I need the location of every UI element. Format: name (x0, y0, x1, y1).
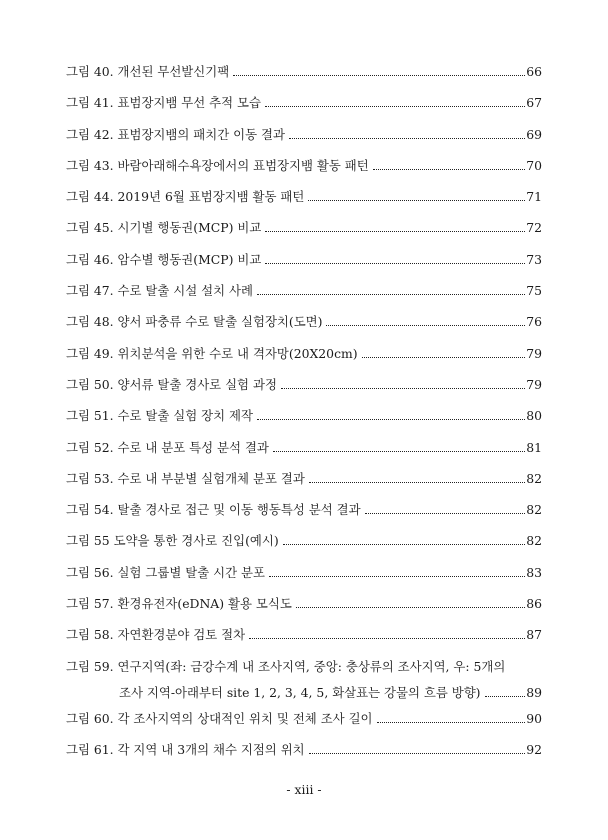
dot-leader (326, 325, 525, 326)
page-number: 86 (526, 596, 542, 612)
toc-entry[interactable] (66, 561, 542, 592)
dot-leader (362, 357, 526, 358)
entry-title: 그림 50. 양서류 탈출 경사로 실험 과정 (66, 376, 277, 392)
entry-title: 그림 56. 실험 그룹별 탈출 시간 분포 (66, 564, 265, 580)
dot-leader (257, 294, 525, 295)
entry-title: 그림 58. 자연환경분야 검토 절차 (66, 627, 246, 643)
entry-title: 그림 46. 암수별 행동권(MCP) 비교 (66, 251, 262, 267)
toc-entry[interactable] (66, 498, 542, 529)
page-number: 80 (526, 408, 542, 424)
toc-entry[interactable] (66, 310, 542, 341)
toc-entry[interactable] (66, 60, 542, 91)
dot-leader (308, 200, 525, 201)
page-number: 90 (526, 710, 542, 726)
page-number: 81 (526, 439, 542, 455)
toc-entry[interactable] (66, 436, 542, 467)
entry-title: 그림 54. 탈출 경사로 접근 및 이동 행동특성 분석 결과 (66, 502, 361, 518)
dot-leader (485, 696, 526, 697)
page-number: 66 (526, 64, 542, 79)
entry-title: 그림 48. 양서 파충류 수로 탈출 실험장치(도면) (66, 314, 323, 330)
page-number: 89 (526, 684, 542, 700)
page-number: 82 (526, 533, 542, 549)
entry-title: 그림 40. 개선된 무선발신기팩 (66, 64, 230, 79)
entry-title-line1: 그림 59. 연구지역(좌: 금강수계 내 조사지역, 중앙: 충상류의 조사지역, 우: 5개의 (66, 658, 506, 674)
page-number: 82 (526, 502, 542, 518)
toc-entry[interactable] (66, 373, 542, 404)
page-number: 67 (526, 95, 542, 111)
multiline-entry-body (66, 658, 542, 702)
dot-leader (377, 722, 526, 723)
page-number: 82 (526, 470, 542, 486)
entry-title-line2: 조사 지역-아래부터 site 1, 2, 3, 4, 5, 화살표는 강물의 흐름 방향) (119, 684, 481, 700)
toc-entry[interactable] (66, 185, 542, 216)
page-number: 76 (526, 314, 542, 330)
dot-leader (289, 138, 525, 139)
dot-leader (365, 513, 526, 514)
toc-entry[interactable] (66, 123, 542, 154)
toc-entry[interactable] (66, 248, 542, 279)
dot-leader (273, 451, 525, 452)
entry-title: 그림 55 도약을 통한 경사로 진입(예시) (66, 533, 279, 549)
entry-title: 그림 60. 각 조사지역의 상대적인 위치 및 전체 조사 길이 (66, 710, 373, 726)
entry-title: 그림 44. 2019년 6월 표범장지뱀 활동 패턴 (66, 189, 305, 205)
page-number: 71 (526, 189, 542, 205)
page-number: 79 (526, 376, 542, 392)
page-number: 69 (526, 126, 542, 142)
page-number: 75 (526, 283, 542, 299)
toc-entry-multiline[interactable] (66, 655, 542, 707)
page-number: 83 (526, 564, 542, 580)
page-footer: - xiii - (286, 782, 322, 797)
page-number: 72 (526, 220, 542, 236)
entry-second-row (66, 684, 542, 702)
dot-leader (296, 607, 525, 608)
dot-leader (257, 419, 525, 420)
dot-leader (233, 75, 525, 76)
toc-entry[interactable] (66, 738, 542, 769)
dot-leader (281, 388, 525, 389)
dot-leader (265, 263, 525, 264)
entry-title: 그림 52. 수로 내 분포 특성 분석 결과 (66, 439, 269, 455)
dot-leader (309, 753, 526, 754)
figure-list (66, 60, 542, 769)
entry-title: 그림 49. 위치분석을 위한 수로 내 격자망(20X20cm) (66, 345, 358, 361)
dot-leader (249, 638, 525, 639)
page-number: 73 (526, 251, 542, 267)
entry-title: 그림 53. 수로 내 부분별 실험개체 분포 결과 (66, 470, 305, 486)
page-number: 79 (526, 345, 542, 361)
toc-entry[interactable] (66, 279, 542, 310)
entry-title: 그림 43. 바람아래해수욕장에서의 표범장지뱀 활동 패턴 (66, 157, 369, 173)
toc-entry[interactable] (66, 592, 542, 623)
toc-entry[interactable] (66, 623, 542, 654)
toc-entry[interactable] (66, 529, 542, 560)
entry-title: 그림 45. 시기별 행동권(MCP) 비교 (66, 220, 262, 236)
toc-entry[interactable] (66, 467, 542, 498)
entry-title: 그림 47. 수로 탈출 시설 설치 사례 (66, 283, 253, 299)
entry-title: 그림 42. 표범장지뱀의 패치간 이동 결과 (66, 126, 285, 142)
entry-title: 그림 57. 환경유전자(eDNA) 활용 모식도 (66, 596, 292, 612)
toc-entry[interactable] (66, 404, 542, 435)
entry-title: 그림 61. 각 지역 내 3개의 채수 지점의 위치 (66, 741, 305, 757)
page-number: 70 (526, 157, 542, 173)
entry-title: 그림 41. 표범장지뱀 무선 추적 모습 (66, 95, 261, 111)
dot-leader (269, 576, 525, 577)
dot-leader (265, 231, 525, 232)
dot-leader (265, 106, 525, 107)
dot-leader (309, 482, 525, 483)
entry-title: 그림 51. 수로 탈출 실험 장치 제작 (66, 408, 253, 424)
toc-entry[interactable] (66, 91, 542, 122)
page-number: 92 (526, 741, 542, 757)
toc-entry[interactable] (66, 707, 542, 738)
toc-entry[interactable] (66, 342, 542, 373)
toc-entry[interactable] (66, 154, 542, 185)
dot-leader (373, 169, 525, 170)
dot-leader (283, 544, 526, 545)
toc-entry[interactable] (66, 216, 542, 247)
page-number: 87 (526, 627, 542, 643)
